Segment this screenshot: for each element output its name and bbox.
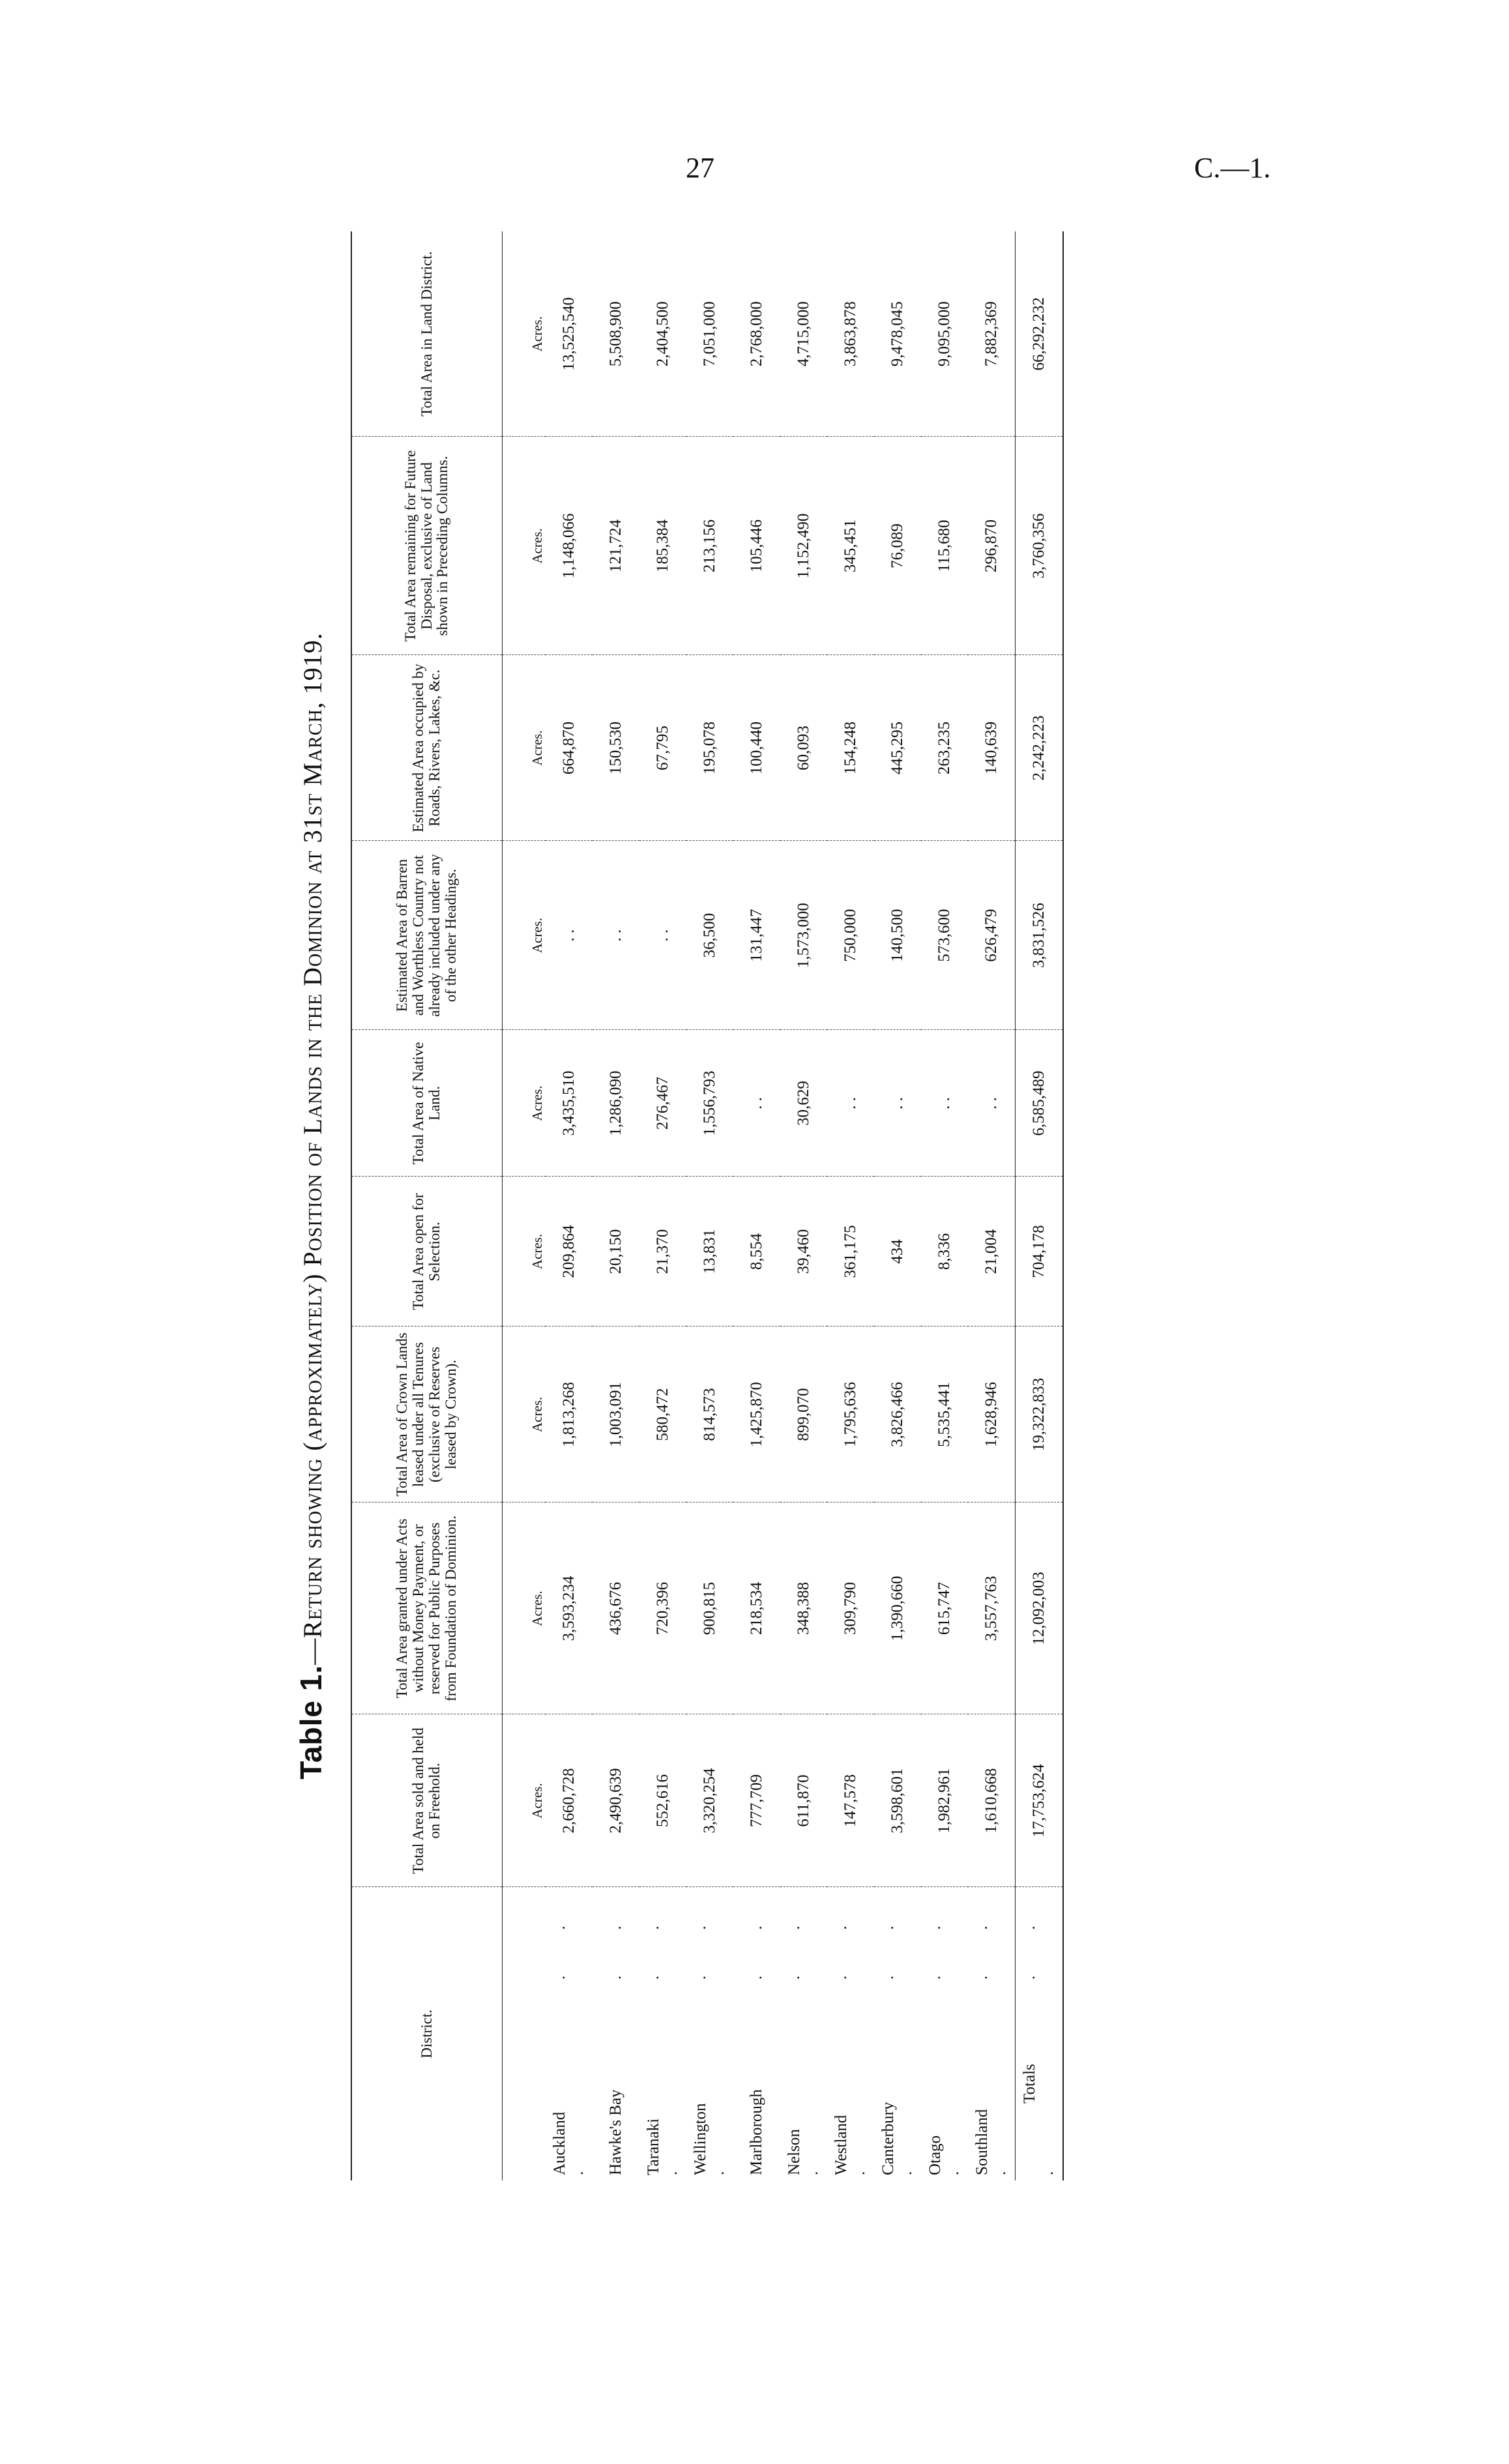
cell-roads: 100,440 — [733, 655, 780, 841]
cell-future-disposal: 76,089 — [874, 437, 921, 655]
cell-roads: 263,235 — [921, 655, 968, 841]
col-header-freehold: Total Area sold and held on Freehold. — [351, 1714, 503, 1887]
district-name: Hawke's Bay — [607, 2089, 624, 2175]
cell-open-selection: 21,004 — [968, 1177, 1016, 1327]
district-cell — [780, 1887, 827, 2180]
cell-future-disposal: 345,451 — [827, 437, 874, 655]
cell-crown-leased: 5,535,441 — [921, 1327, 968, 1503]
cell-roads: 195,078 — [686, 655, 733, 841]
cell-native-land: . . — [874, 1030, 921, 1177]
unit-label: Acres. — [503, 655, 546, 841]
district-name: Canterbury — [879, 2102, 897, 2175]
units-row — [503, 231, 546, 2180]
table-row — [827, 231, 874, 2180]
cell-roads: 60,093 — [780, 655, 827, 841]
cell-granted: 720,396 — [639, 1503, 686, 1714]
district-cell — [921, 1887, 968, 2180]
cell-barren: 36,500 — [686, 841, 733, 1030]
cell-freehold: 552,616 — [639, 1714, 686, 1887]
cell-total-district: 5,508,900 — [593, 231, 639, 437]
cell-granted: 615,747 — [921, 1503, 968, 1714]
cell-barren: 140,500 — [874, 841, 921, 1030]
unit-label: Acres. — [503, 1030, 546, 1177]
total-crown-leased: 19,322,833 — [1016, 1327, 1064, 1503]
document-code: C.—1. — [1194, 152, 1271, 184]
table-row — [968, 231, 1016, 2180]
district-cell — [546, 1887, 593, 2180]
cell-crown-leased: 1,425,870 — [733, 1327, 780, 1503]
totals-row — [1016, 231, 1064, 2180]
table-row — [921, 231, 968, 2180]
unit-label: Acres. — [503, 1327, 546, 1503]
cell-open-selection: 20,150 — [593, 1177, 639, 1327]
cell-granted: 3,593,234 — [546, 1503, 593, 1714]
leader-dots: . . . — [692, 1905, 727, 2175]
cell-total-district: 7,051,000 — [686, 231, 733, 437]
cell-future-disposal: 1,152,490 — [780, 437, 827, 655]
table-label: Table 1. — [294, 1664, 328, 1780]
cell-total-district: 2,768,000 — [733, 231, 780, 437]
cell-granted: 3,557,763 — [968, 1503, 1016, 1714]
cell-freehold: 2,490,639 — [593, 1714, 639, 1887]
district-name: Wellington — [692, 2103, 709, 2175]
leader-dots: . . — [607, 1905, 624, 1980]
cell-freehold: 611,870 — [780, 1714, 827, 1887]
leader-dots: . . . — [832, 1905, 868, 2175]
cell-freehold: 2,660,728 — [546, 1714, 593, 1887]
col-header-roads-rivers: Estimated Area occupied by Roads, Rivers, Lakes, &c. — [351, 655, 503, 841]
district-cell — [874, 1887, 921, 2180]
totals-label-cell — [1016, 1887, 1064, 2180]
cell-crown-leased: 1,628,946 — [968, 1327, 1016, 1503]
cell-native-land: 30,629 — [780, 1030, 827, 1177]
cell-open-selection: 8,336 — [921, 1177, 968, 1327]
col-header-barren-country: Estimated Area of Barren and Worthless Country not already included under any of the other Headings. — [351, 841, 503, 1030]
cell-future-disposal: 115,680 — [921, 437, 968, 655]
cell-native-land: . . — [921, 1030, 968, 1177]
cell-barren: 573,600 — [921, 841, 968, 1030]
cell-native-land: 1,556,793 — [686, 1030, 733, 1177]
cell-granted: 1,390,660 — [874, 1503, 921, 1714]
cell-crown-leased: 580,472 — [639, 1327, 686, 1503]
header-row — [351, 231, 503, 2180]
leader-dots: . . . — [1021, 1905, 1057, 2175]
table-title — [293, 231, 339, 2180]
totals-label: Totals — [1021, 2064, 1038, 2104]
district-cell — [733, 1887, 780, 2180]
total-open-selection: 704,178 — [1016, 1177, 1064, 1327]
leader-dots: . . . — [879, 1905, 915, 2175]
cell-roads: 445,295 — [874, 655, 921, 841]
cell-freehold: 147,578 — [827, 1714, 874, 1887]
leader-dots: . . . — [926, 1905, 962, 2175]
cell-roads: 664,870 — [546, 655, 593, 841]
cell-barren: 131,447 — [733, 841, 780, 1030]
district-name: Westland — [832, 2115, 850, 2175]
table-row — [546, 231, 593, 2180]
cell-crown-leased: 814,573 — [686, 1327, 733, 1503]
title-dash: — — [298, 1637, 327, 1665]
cell-future-disposal: 105,446 — [733, 437, 780, 655]
total-barren: 3,831,526 — [1016, 841, 1064, 1030]
cell-freehold: 1,982,961 — [921, 1714, 968, 1887]
cell-open-selection: 434 — [874, 1177, 921, 1327]
cell-roads: 67,795 — [639, 655, 686, 841]
cell-total-district: 3,863,878 — [827, 231, 874, 437]
cell-barren: . . — [593, 841, 639, 1030]
table-row — [733, 231, 780, 2180]
cell-native-land: 276,467 — [639, 1030, 686, 1177]
unit-label: Acres. — [503, 1177, 546, 1327]
cell-freehold: 777,709 — [733, 1714, 780, 1887]
unit-label: Acres. — [503, 231, 546, 437]
col-header-open-selection: Total Area open for Selection. — [351, 1177, 503, 1327]
total-future-disposal: 3,760,356 — [1016, 437, 1064, 655]
rotated-table-block — [293, 231, 1066, 2180]
col-header-native-land: Total Area of Native Land. — [351, 1030, 503, 1177]
cell-future-disposal: 1,148,066 — [546, 437, 593, 655]
leader-dots: . . . — [785, 1905, 821, 2175]
cell-granted: 218,534 — [733, 1503, 780, 1714]
district-cell — [968, 1887, 1016, 2180]
cell-open-selection: 8,554 — [733, 1177, 780, 1327]
cell-crown-leased: 3,826,466 — [874, 1327, 921, 1503]
district-name: Nelson — [785, 2129, 803, 2175]
district-cell — [827, 1887, 874, 2180]
district-cell — [639, 1887, 686, 2180]
table-row — [780, 231, 827, 2180]
district-name: Auckland — [551, 2111, 568, 2175]
unit-label: Acres. — [503, 1714, 546, 1887]
col-header-total-district: Total Area in Land District. — [351, 231, 503, 437]
cell-future-disposal: 213,156 — [686, 437, 733, 655]
cell-native-land: . . — [827, 1030, 874, 1177]
units-cell-empty — [503, 1887, 546, 2180]
cell-native-land: 1,286,090 — [593, 1030, 639, 1177]
col-header-crown-leased: Total Area of Crown Lands leased under all Tenures (exclusive of Reserves leased by Crown). — [351, 1327, 503, 1503]
cell-freehold: 1,610,668 — [968, 1714, 1016, 1887]
leader-dots: . . . — [645, 1905, 681, 2175]
unit-label: Acres. — [503, 437, 546, 655]
cell-granted: 309,790 — [827, 1503, 874, 1714]
cell-total-district: 9,478,045 — [874, 231, 921, 437]
table-row — [686, 231, 733, 2180]
cell-open-selection: 39,460 — [780, 1177, 827, 1327]
cell-barren: 1,573,000 — [780, 841, 827, 1030]
total-granted: 12,092,003 — [1016, 1503, 1064, 1714]
cell-freehold: 3,320,254 — [686, 1714, 733, 1887]
cell-open-selection: 209,864 — [546, 1177, 593, 1327]
cell-barren: . . — [546, 841, 593, 1030]
total-freehold: 17,753,624 — [1016, 1714, 1064, 1887]
cell-crown-leased: 899,070 — [780, 1327, 827, 1503]
table-row — [593, 231, 639, 2180]
cell-roads: 150,530 — [593, 655, 639, 841]
cell-roads: 154,248 — [827, 655, 874, 841]
table-title-text: Return showing (approximately) Position of Lands in the Dominion at 31st March, 1919. — [298, 632, 327, 1638]
unit-label: Acres. — [503, 1503, 546, 1714]
cell-total-district: 9,095,000 — [921, 231, 968, 437]
leader-dots: . . — [748, 1905, 765, 1980]
cell-total-district: 13,525,540 — [546, 231, 593, 437]
district-name: Southland — [973, 2109, 991, 2175]
cell-crown-leased: 1,003,091 — [593, 1327, 639, 1503]
cell-granted: 900,815 — [686, 1503, 733, 1714]
page-number: 27 — [686, 152, 714, 184]
cell-roads: 140,639 — [968, 655, 1016, 841]
col-header-granted-reserved: Total Area granted under Acts without Money Payment, or reserved for Public Purposes from Foundation of Dominion. — [351, 1503, 503, 1714]
cell-future-disposal: 296,870 — [968, 437, 1016, 655]
unit-label: Acres. — [503, 841, 546, 1030]
cell-crown-leased: 1,813,268 — [546, 1327, 593, 1503]
cell-native-land: 3,435,510 — [546, 1030, 593, 1177]
cell-barren: 626,479 — [968, 841, 1016, 1030]
cell-native-land: . . — [733, 1030, 780, 1177]
col-header-future-disposal: Total Area remaining for Future Disposal, exclusive of Land shown in Preceding Columns. — [351, 437, 503, 655]
cell-granted: 436,676 — [593, 1503, 639, 1714]
cell-native-land: . . — [968, 1030, 1016, 1177]
district-cell — [686, 1887, 733, 2180]
cell-open-selection: 13,831 — [686, 1177, 733, 1327]
cell-freehold: 3,598,601 — [874, 1714, 921, 1887]
col-header-district: District. — [351, 1887, 503, 2180]
leader-dots: . . . — [973, 1905, 1009, 2175]
district-name: Otago — [926, 2135, 944, 2175]
table-row — [874, 231, 921, 2180]
cell-future-disposal: 185,384 — [639, 437, 686, 655]
cell-crown-leased: 1,795,636 — [827, 1327, 874, 1503]
cell-barren: . . — [639, 841, 686, 1030]
land-position-table — [351, 231, 1064, 2180]
district-cell — [593, 1887, 639, 2180]
cell-total-district: 4,715,000 — [780, 231, 827, 437]
total-district-area: 66,292,232 — [1016, 231, 1064, 437]
district-name: Taranaki — [645, 2118, 662, 2175]
cell-granted: 348,388 — [780, 1503, 827, 1714]
total-roads: 2,242,223 — [1016, 655, 1064, 841]
district-name: Marlborough — [748, 2089, 765, 2175]
cell-total-district: 7,882,369 — [968, 231, 1016, 437]
cell-future-disposal: 121,724 — [593, 437, 639, 655]
cell-total-district: 2,404,500 — [639, 231, 686, 437]
table-row — [639, 231, 686, 2180]
cell-open-selection: 21,370 — [639, 1177, 686, 1327]
leader-dots: . . . — [551, 1905, 587, 2175]
cell-open-selection: 361,175 — [827, 1177, 874, 1327]
total-native-land: 6,585,489 — [1016, 1030, 1064, 1177]
cell-barren: 750,000 — [827, 841, 874, 1030]
